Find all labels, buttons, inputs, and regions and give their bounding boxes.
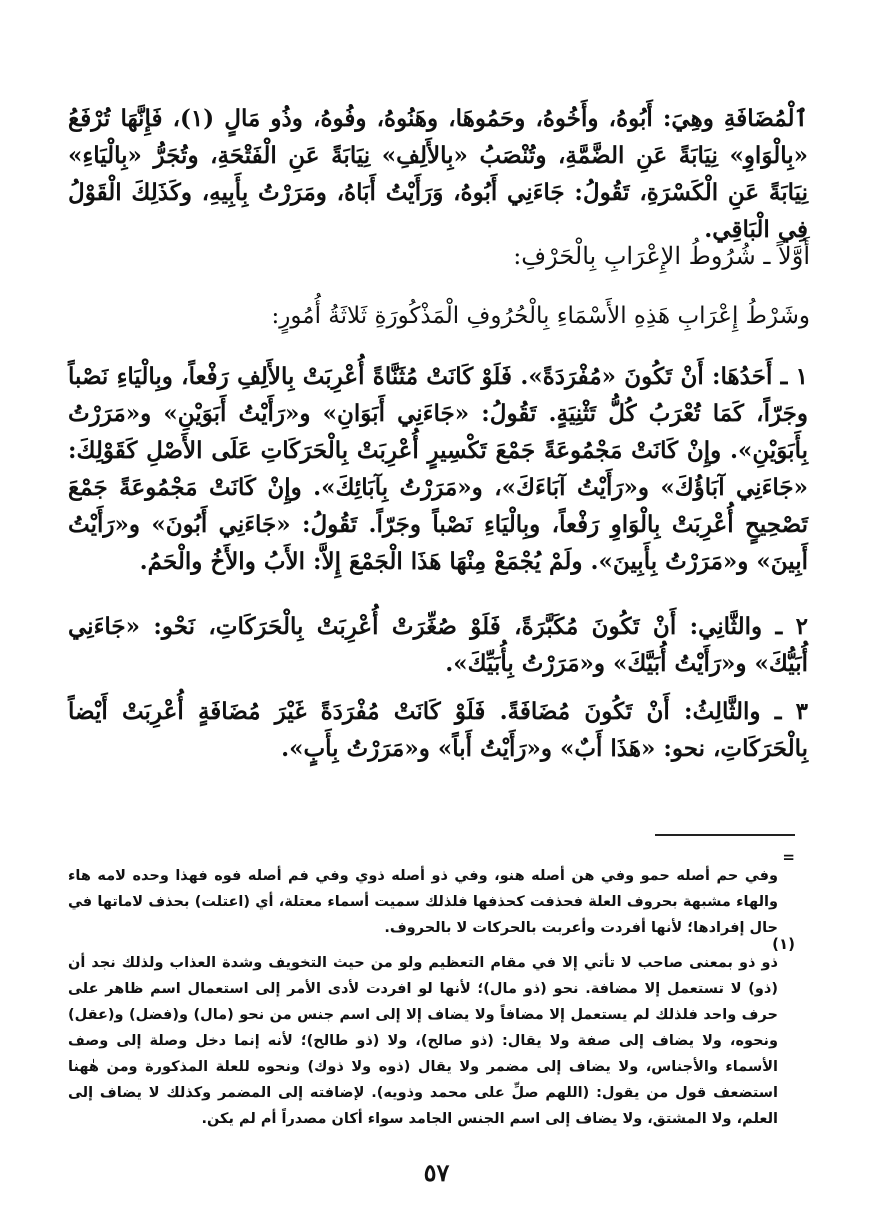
footnote-1-mark: (١) — [772, 935, 795, 953]
condition-two-lead: ٢ ـ والثَّانِي: — [689, 613, 808, 640]
condition-one-body: أَنْ تَكُونَ «مُفْرَدَةً». فَلَوْ كَانَتْ مُثَنَّاةً أُعْرِبَتْ بِالأَلِفِ رَفْعاً، وبِالْيَاءِ نَصْباً وجَرّاً، كَمَا تُعْرَبُ كُلُّ تَثْنِيَةٍ. تَقُولُ: «جَاءَنِي أَبَوَانِ» و«رَأَيْتُ أَبَوَيْنِ» و«مَرَرْتُ بِأَبَوَيْنِ». وإِنْ كَانَتْ مَجْمُوعَةً جَمْعَ تَكْسِيرٍ أُعْرِبَتْ بِالْحَرَكَاتِ عَلَى الأَصْلِ كَقَوْلِكَ: «جَاءَنِي آبَاؤُكَ» و«رَأَيْتُ آبَاءَكَ»، و«مَرَرْتُ بِآبَائِكَ». وإِنْ كَانَتْ مَجْمُوعَةً جَمْعَ تَصْحِيحٍ أُعْرِبَتْ بِالْوَاوِ رَفْعاً، وبِالْيَاءِ نَصْباً وجَرّاً. تَقُولُ: «جَاءَنِي أَبُونَ» و«رَأَيْتُ أَبِينَ» و«مَرَرْتُ بِأَبِينَ». ولَمْ يُجْمَعْ مِنْهَا هَذَا الْجَمْعَ إِلاَّ: الأَبُ والأَخُ والْحَمُ. — [68, 363, 808, 575]
condition-two-paragraph — [68, 608, 808, 682]
footnote-continuation-mark: = — [782, 848, 795, 866]
intro-paragraph: ٱلْمُضَافَةِ وهِيَ: أَبُوهُ، وأَخُوهُ، وحَمُوهَا، وهَنُوهُ، وفُوهُ، وذُو مَالٍ (١)، فَإِنَّهَا تُرْفَعُ «بِالْوَاوِ» نِيَابَةً عَنِ الضَّمَّةِ، وتُنْصَبُ «بِالأَلِفِ» نِيَابَةً عَنِ الْفَتْحَةِ، وتُجَرُّ «بِالْيَاءِ» نِيَابَةً عَنِ الْكَسْرَةِ، تَقُولُ: جَاءَنِي أَبُوهُ، وَرَأَيْتُ أَبَاهُ، ومَرَرْتُ بِأَبِيهِ، وكَذَلِكَ الْقَوْلُ فِي الْبَاقِي. — [68, 105, 808, 243]
condition-three-lead: ٣ ـ والثَّالِثُ: — [683, 698, 808, 725]
condition-three-paragraph — [68, 693, 808, 767]
condition-three-body: أَنْ تَكُونَ مُضَافَةً. فَلَوْ كَانَتْ مُفْرَدَةً غَيْرَ مُضَافَةٍ أُعْرِبَتْ أَيْضاً بِالْحَرَكَاتِ، نحو: «هَذَا أَبٌ» و«رَأَيْتُ أَباً» و«مَرَرْتُ بِأَبٍ». — [68, 698, 808, 762]
condition-one-lead: ١ ـ أَحَدُهَا: — [712, 363, 809, 390]
footnote-continuation: وفي حم أصله حمو وفي هن أصله هنو، وفي ذو أصله ذوي وفي فم أصله فوه فهذا وحده لامه هاء والهاء مشبهة بحروف العلة فحذفت كحذفها فلذلك سميت أسماء معتلة، أي (اعتلت) بحذف لاماتها في حال إفرادها؛ لأنها أفردت وأعربت بالحركات لا بالحروف. — [68, 867, 778, 936]
page-number: ٥٧ — [423, 1158, 450, 1187]
section-heading: أَوَّلاً ـ شُرُوطُ الإِعْرَابِ بِالْحَرْفِ: — [513, 242, 810, 270]
footnote-separator — [655, 834, 795, 836]
condition-one-paragraph — [68, 358, 808, 580]
conditions-paragraph: وشَرْطُ إِعْرَابِ هَذِهِ الأَسْمَاءِ بِالْحُرُوفِ الْمَذْكُورَةِ ثَلاثَةُ أُمُورٍ: — [271, 303, 810, 329]
footnote-1: ذو ذو بمعنى صاحب لا تأتي إلا في مقام التعظيم ولو من حيث التخويف وشدة العذاب ولذلك نجد أن (ذو) لا تستعمل إلا مضافة. نحو (ذو مال)؛ لأنها لو افردت لأدى الأمر إلى استعمال اسم ظاهر على حرف واحد فلذلك لم يستعمل إلا مضافاً ولا يضاف إلا إلى اسم جنس من نحو (مال) و(فضل) و(عقل) ونحوه، ولا يضاف إلى صفة ولا يقال: (ذو صالح)، ولا (ذو طالح)؛ لأنه إنما دخل وصلة إلى وصف الأسماء والأجناس، ولا يضاف إلى مضمر ولا يقال (ذوه ولا ذوك) ونحوه للعلة المذكورة ومن هٰهنا استضعف قول من يقول: (اللهم صلِّ على محمد وذويه). لإضافته إلى المضمر وكذلك لا يضاف إلى العلم، ولا المشتق، ولا يضاف إلى اسم الجنس الجامد سواء أكان مصدراً أم لم يكن. — [68, 954, 778, 1127]
condition-two-body: أَنْ تَكُونَ مُكَبَّرَةً، فَلَوْ صُغِّرَتْ أُعْرِبَتْ بِالْحَرَكَاتِ، نَحْو: «جَاءَنِي أُبَيُّكَ» و«رَأَيْتُ أُبَيَّكَ» و«مَرَرْتُ بِأُبَيِّكَ». — [68, 613, 808, 677]
